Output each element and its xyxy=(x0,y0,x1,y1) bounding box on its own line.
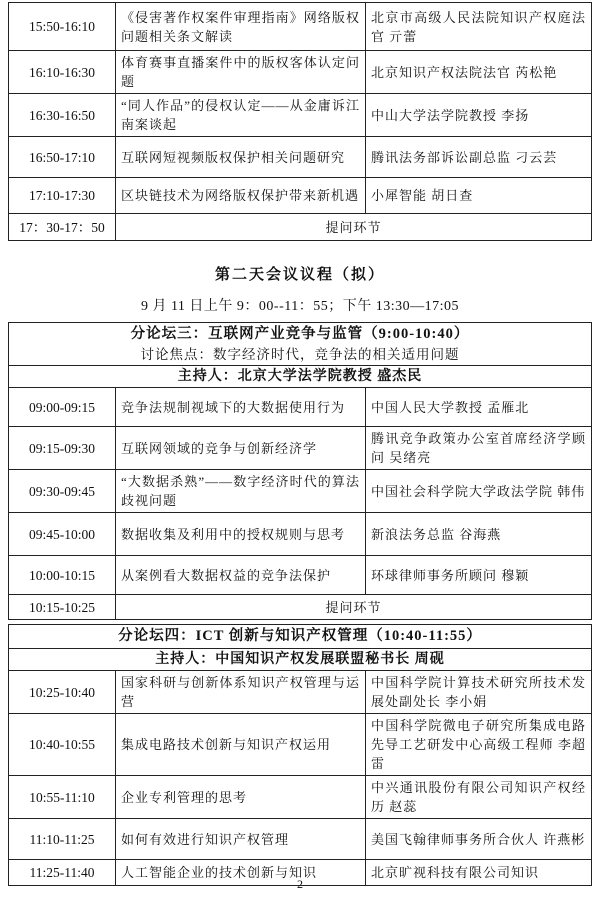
time-cell: 16:30-16:50 xyxy=(9,94,116,137)
agenda-table-forum4 xyxy=(8,624,592,886)
agenda-row xyxy=(9,819,592,860)
qa-session-cell: 提问环节 xyxy=(116,214,592,241)
agenda-row xyxy=(9,388,592,427)
day2-heading-section xyxy=(0,263,600,315)
speaker-cell: 小犀智能 胡日查 xyxy=(366,178,592,214)
time-cell: 10:40-10:55 xyxy=(9,714,116,776)
topic-cell: 体育赛事直播案件中的版权客体认定问题 xyxy=(116,51,366,94)
speaker-cell: 腾讯竞争政策办公室首席经济学顾问 吴绪亮 xyxy=(366,427,592,470)
time-cell: 09:00-09:15 xyxy=(9,388,116,427)
forum3-header-row xyxy=(9,323,592,366)
time-cell: 09:45-10:00 xyxy=(9,513,116,556)
qa-session-cell: 提问环节 xyxy=(116,595,592,620)
topic-cell: 从案例看大数据权益的竞争法保护 xyxy=(116,556,366,595)
forum4-header-cell xyxy=(9,625,592,649)
speaker-cell: 腾讯法务部诉讼副总监 刁云芸 xyxy=(366,137,592,178)
forum3-title: 分论坛三：互联网产业竞争与监管（9:00-10:40） xyxy=(130,326,470,342)
page-number: 2 xyxy=(297,877,303,891)
forum4-header-row xyxy=(9,625,592,649)
speaker-cell: 中国科学院微电子研究所集成电路先导工艺研发中心高级工程师 李超雷 xyxy=(366,714,592,776)
time-cell: 10:15-10:25 xyxy=(9,595,116,620)
time-cell: 10:00-10:15 xyxy=(9,556,116,595)
topic-cell: 如何有效进行知识产权管理 xyxy=(116,819,366,860)
topic-cell: 互联网领域的竞争与创新经济学 xyxy=(116,427,366,470)
time-cell: 15:50-16:10 xyxy=(9,3,116,51)
agenda-row xyxy=(9,178,592,214)
time-cell: 17：30-17：50 xyxy=(9,214,116,241)
agenda-row xyxy=(9,137,592,178)
topic-cell: “大数据杀熟”——数字经济时代的算法歧视问题 xyxy=(116,470,366,513)
topic-cell: 人工智能企业的技术创新与知识 xyxy=(116,860,366,886)
forum4-title: 分论坛四：ICT 创新与知识产权管理（10:40-11:55） xyxy=(118,628,482,644)
time-cell: 17:10-17:30 xyxy=(9,178,116,214)
topic-cell: 数据收集及利用中的授权规则与思考 xyxy=(116,513,366,556)
speaker-cell: 北京市高级人民法院知识产权庭法官 亓蕾 xyxy=(366,3,592,51)
agenda-row xyxy=(9,214,592,241)
forum3-moderator-row xyxy=(9,366,592,388)
topic-cell: 企业专利管理的思考 xyxy=(116,776,366,819)
forum4-agenda-section xyxy=(8,624,592,886)
forum3-agenda-section xyxy=(8,322,592,620)
agenda-table-forum3 xyxy=(8,322,592,620)
day2-date-line: 9 月 11 日上午 9：00--11：55；下午 13:30—17:05 xyxy=(140,299,460,314)
forum4-moderator-row xyxy=(9,649,592,671)
agenda-row xyxy=(9,556,592,595)
agenda-row xyxy=(9,595,592,620)
time-cell: 09:30-09:45 xyxy=(9,470,116,513)
topic-cell: 互联网短视频版权保护相关问题研究 xyxy=(116,137,366,178)
time-cell: 10:25-10:40 xyxy=(9,671,116,714)
agenda-row xyxy=(9,427,592,470)
speaker-cell: 北京旷视科技有限公司知识 xyxy=(366,860,592,886)
agenda-row xyxy=(9,3,592,51)
speaker-cell: 环球律师事务所顾问 穆颖 xyxy=(366,556,592,595)
forum3-moderator: 主持人：北京大学法学院教授 盛杰民 xyxy=(9,366,592,388)
day2-title: 第二天会议议程（拟） xyxy=(214,267,385,283)
speaker-cell: 中国社会科学院大学政法学院 韩伟 xyxy=(366,470,592,513)
topic-cell: 区块链技术为网络版权保护带来新机遇 xyxy=(116,178,366,214)
time-cell: 11:10-11:25 xyxy=(9,819,116,860)
agenda-row xyxy=(9,51,592,94)
agenda-table-day1-afternoon xyxy=(8,2,592,241)
agenda-row xyxy=(9,671,592,714)
speaker-cell: 中国人民大学教授 孟雁北 xyxy=(366,388,592,427)
forum3-header-cell xyxy=(9,323,592,366)
forum3-focus: 讨论焦点：数字经济时代，竞争法的相关适用问题 xyxy=(140,347,460,362)
agenda-row xyxy=(9,470,592,513)
topic-cell: 集成电路技术创新与知识产权运用 xyxy=(116,714,366,776)
time-cell: 16:10-16:30 xyxy=(9,51,116,94)
speaker-cell: 北京知识产权法院法官 芮松艳 xyxy=(366,51,592,94)
agenda-row xyxy=(9,513,592,556)
day1-afternoon-agenda-section xyxy=(8,2,592,241)
speaker-cell: 中山大学法学院教授 李扬 xyxy=(366,94,592,137)
topic-cell: 竞争法规制视域下的大数据使用行为 xyxy=(116,388,366,427)
time-cell: 16:50-17:10 xyxy=(9,137,116,178)
forum4-moderator: 主持人：中国知识产权发展联盟秘书长 周砚 xyxy=(9,649,592,671)
speaker-cell: 新浪法务总监 谷海燕 xyxy=(366,513,592,556)
agenda-row xyxy=(9,94,592,137)
time-cell: 09:15-09:30 xyxy=(9,427,116,470)
topic-cell: 《侵害著作权案件审理指南》网络版权问题相关条文解读 xyxy=(116,3,366,51)
time-cell: 11:25-11:40 xyxy=(9,860,116,886)
speaker-cell: 中兴通讯股份有限公司知识产权经历 赵蕊 xyxy=(366,776,592,819)
topic-cell: “同人作品”的侵权认定——从金庸诉江南案谈起 xyxy=(116,94,366,137)
speaker-cell: 美国飞翰律师事务所合伙人 许燕彬 xyxy=(366,819,592,860)
speaker-cell: 中国科学院计算技术研究所技术发展处副处长 李小娟 xyxy=(366,671,592,714)
agenda-row xyxy=(9,714,592,776)
topic-cell: 国家科研与创新体系知识产权管理与运营 xyxy=(116,671,366,714)
agenda-row xyxy=(9,776,592,819)
time-cell: 10:55-11:10 xyxy=(9,776,116,819)
